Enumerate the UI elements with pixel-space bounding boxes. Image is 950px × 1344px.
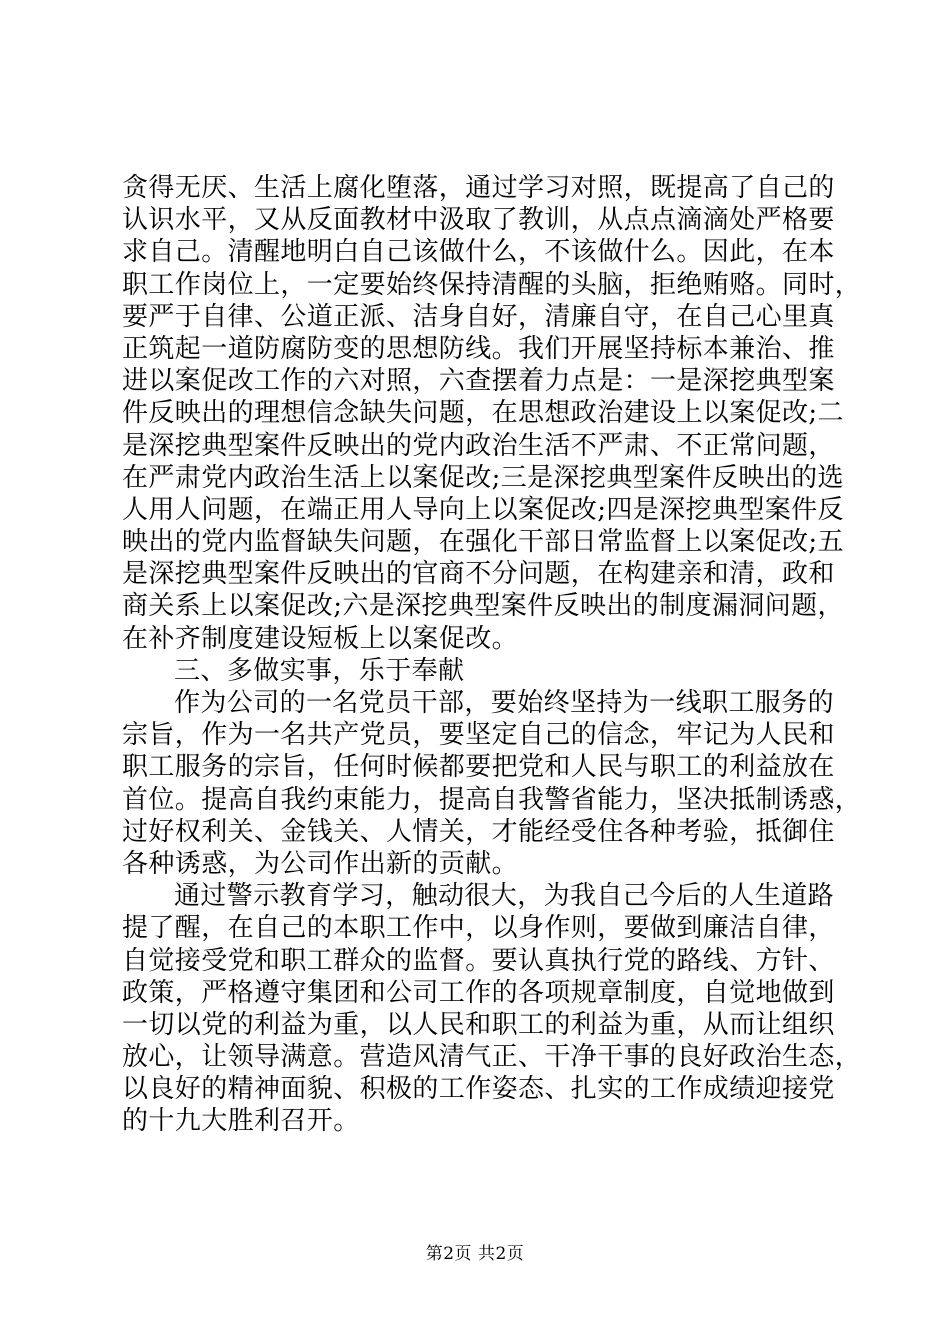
text-line: 政策，严格遵守集团和公司工作的各项规章制度，自觉地做到 bbox=[122, 977, 835, 1008]
text-line: 认识水平，又从反面教材中汲取了教训，从点点滴滴处严格要 bbox=[122, 205, 835, 236]
text-line: 提了醒，在自己的本职工作中，以身作则，要做到廉洁自律， bbox=[122, 913, 835, 944]
text-line: 要严于自律、公道正派、洁身自好，清廉自守，在自己心里真 bbox=[122, 301, 835, 332]
text-line: 自觉接受党和职工群众的监督。要认真执行党的路线、方针、 bbox=[122, 945, 835, 976]
text-line: 映出的党内监督缺失问题，在强化干部日常监督上以案促改;五 bbox=[122, 527, 844, 558]
text-line: 以良好的精神面貌、积极的工作姿态、扎实的工作成绩迎接党 bbox=[122, 1074, 835, 1105]
text-line: 进以案促改工作的六对照，六查摆着力点是：一是深挖典型案 bbox=[122, 366, 835, 397]
text-line: 职工服务的宗旨，任何时候都要把党和人民与职工的利益放在 bbox=[122, 752, 835, 783]
text-line: 各种诱惑，为公司作出新的贡献。 bbox=[122, 848, 519, 879]
section-heading: 三、多做实事，乐于奉献 bbox=[174, 655, 465, 686]
text-line: 人用人问题，在端正用人导向上以案促改;四是深挖典型案件反 bbox=[122, 494, 844, 525]
text-line: 通过警示教育学习，触动很大，为我自己今后的人生道路 bbox=[174, 881, 835, 912]
text-line: 求自己。清醒地明白自己该做什么，不该做什么。因此，在本 bbox=[122, 237, 835, 268]
text-line: 宗旨，作为一名共产党员，要坚定自己的信念，牢记为人民和 bbox=[122, 720, 835, 751]
text-line: 是深挖典型案件反映出的党内政治生活不严肃、不正常问题， bbox=[122, 430, 835, 461]
text-line: 在严肃党内政治生活上以案促改;三是深挖典型案件反映出的选 bbox=[122, 462, 844, 493]
text-line: 一切以党的利益为重，以人民和职工的利益为重，从而让组织 bbox=[122, 1009, 835, 1040]
text-line: 商关系上以案促改;六是深挖典型案件反映出的制度漏洞问题， bbox=[122, 591, 844, 622]
text-line: 贪得无厌、生活上腐化堕落，通过学习对照，既提高了自己的 bbox=[122, 173, 835, 203]
text-line: 件反映出的理想信念缺失问题，在思想政治建设上以案促改;二 bbox=[122, 398, 844, 429]
text-line: 是深挖典型案件反映出的官商不分问题，在构建亲和清，政和 bbox=[122, 559, 835, 590]
text-line: 职工作岗位上，一定要始终保持清醒的头脑，拒绝贿赂。同时， bbox=[122, 269, 862, 300]
text-line: 在补齐制度建设短板上以案促改。 bbox=[122, 623, 519, 654]
text-line: 的十九大胜利召开。 bbox=[122, 1106, 360, 1137]
text-line: 作为公司的一名党员干部，要始终坚持为一线职工服务的 bbox=[174, 688, 835, 718]
document-body bbox=[122, 172, 862, 1138]
page-footer: 第2页 共2页 bbox=[425, 1244, 525, 1264]
text-line: 正筑起一道防腐防变的思想防线。我们开展坚持标本兼治、推 bbox=[122, 333, 835, 364]
text-line: 过好权利关、金钱关、人情关，才能经受住各种考验，抵御住 bbox=[122, 816, 835, 847]
text-line: 放心，让领导满意。营造风清气正、干净干事的良好政治生态， bbox=[122, 1042, 862, 1073]
text-line: 首位。提高自我约束能力，提高自我警省能力，坚决抵制诱惑， bbox=[122, 784, 862, 815]
